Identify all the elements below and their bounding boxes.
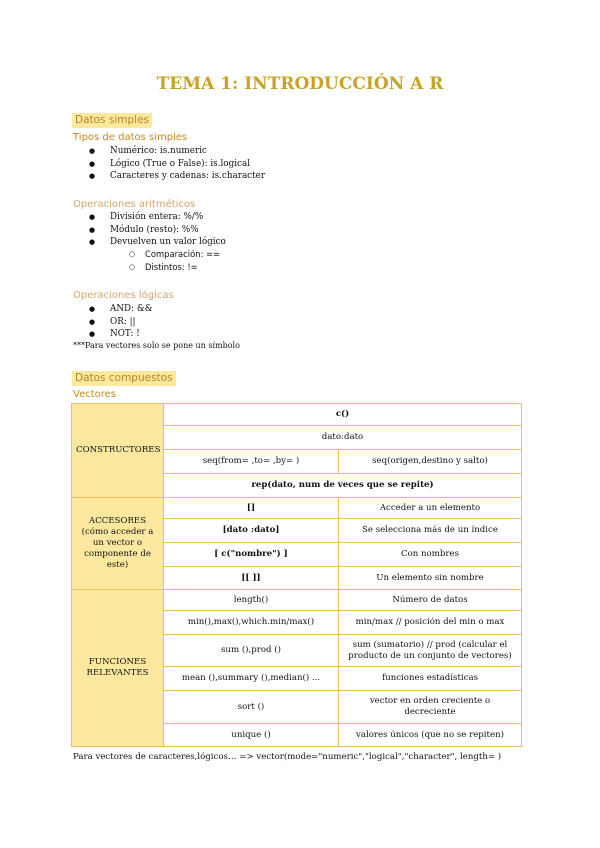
table-cell: rep(dato, num de veces que se repite) [164, 474, 522, 498]
table-cell: valores únicos (que no se repiten) [339, 724, 522, 747]
vectores-table [71, 403, 522, 747]
list-item: ○ Distintos: != [73, 261, 473, 274]
funciones-label: FUNCIONES RELEVANTES [72, 590, 164, 747]
list-item: ● Caracteres y cadenas: is.character [73, 170, 473, 183]
table-cell: min(),max(),which.min/max() [164, 611, 339, 635]
table-cell: Con nombres [339, 543, 522, 567]
list-item: ● AND: && [73, 303, 473, 316]
list-item: ● División entera: %/% [73, 211, 473, 224]
table-cell: [ c("nombre") ] [164, 543, 339, 567]
table-cell: [] [164, 498, 339, 519]
list-item: ● Módulo (resto): %% [73, 224, 473, 237]
subheading-operaciones-aritmeticas: Operaciones aritméticos [73, 199, 196, 210]
constructores-label: CONSTRUCTORES [72, 404, 164, 498]
subheading-vectores: Vectores [73, 389, 117, 400]
table-cell: funciones estadísticas [339, 667, 522, 691]
list-operaciones-logicas [73, 303, 473, 341]
table-cell: c() [164, 404, 522, 426]
table-cell: sum (),prod () [164, 635, 339, 667]
table-cell: vector en orden creciente o decreciente [339, 691, 522, 724]
table-cell: Se selecciona más de un índice [339, 519, 522, 543]
table-row [72, 590, 522, 611]
table-cell: seq(origen,destino y salto) [339, 450, 522, 474]
table-row [72, 404, 522, 426]
note-vectores: ***Para vectores solo se pone un símbolo [73, 341, 240, 350]
section-heading-datos-simples: Datos simples [72, 114, 152, 126]
list-item: ● OR: || [73, 316, 473, 329]
subheading-operaciones-logicas: Operaciones lógicas [73, 290, 174, 301]
table-cell: [dato :dato] [164, 519, 339, 543]
list-item: ● Numérico: is.numeric [73, 145, 473, 158]
footer-note: Para vectores de caracteres,lógicos… => vector(mode="numeric","logical","character", length= ) [73, 752, 502, 762]
list-operaciones-aritmeticas [73, 211, 473, 249]
accesores-label: ACCESORES (cómo acceder a un vector o componente de este) [72, 498, 164, 590]
list-tipos [73, 145, 473, 183]
table-cell: Número de datos [339, 590, 522, 611]
table-cell: unique () [164, 724, 339, 747]
table-cell: length() [164, 590, 339, 611]
table-cell: mean (),summary (),median() ... [164, 667, 339, 691]
table-cell: sort () [164, 691, 339, 724]
list-item: ● Devuelven un valor lógico [73, 236, 473, 249]
page-title: TEMA 1: INTRODUCCIÓN A R [156, 74, 444, 94]
table-cell: seq(from= ,to= ,by= ) [164, 450, 339, 474]
table-cell: Un elemento sin nombre [339, 567, 522, 590]
table-cell: Acceder a un elemento [339, 498, 522, 519]
sublist-comparaciones [73, 248, 473, 273]
subheading-tipos: Tipos de datos simples [73, 132, 188, 143]
list-item: ● NOT: ! [73, 328, 473, 341]
table-row [72, 498, 522, 519]
list-item: ● Lógico (True o False): is.logical [73, 158, 473, 171]
table-cell: [[ ]] [164, 567, 339, 590]
table-cell: sum (sumatorio) // prod (calcular el producto de un conjunto de vectores) [339, 635, 522, 667]
table-cell: min/max // posición del min o max [339, 611, 522, 635]
section-heading-datos-compuestos: Datos compuestos [72, 372, 176, 384]
table-cell: dato:dato [164, 426, 522, 450]
list-item: ○ Comparación: == [73, 248, 473, 261]
